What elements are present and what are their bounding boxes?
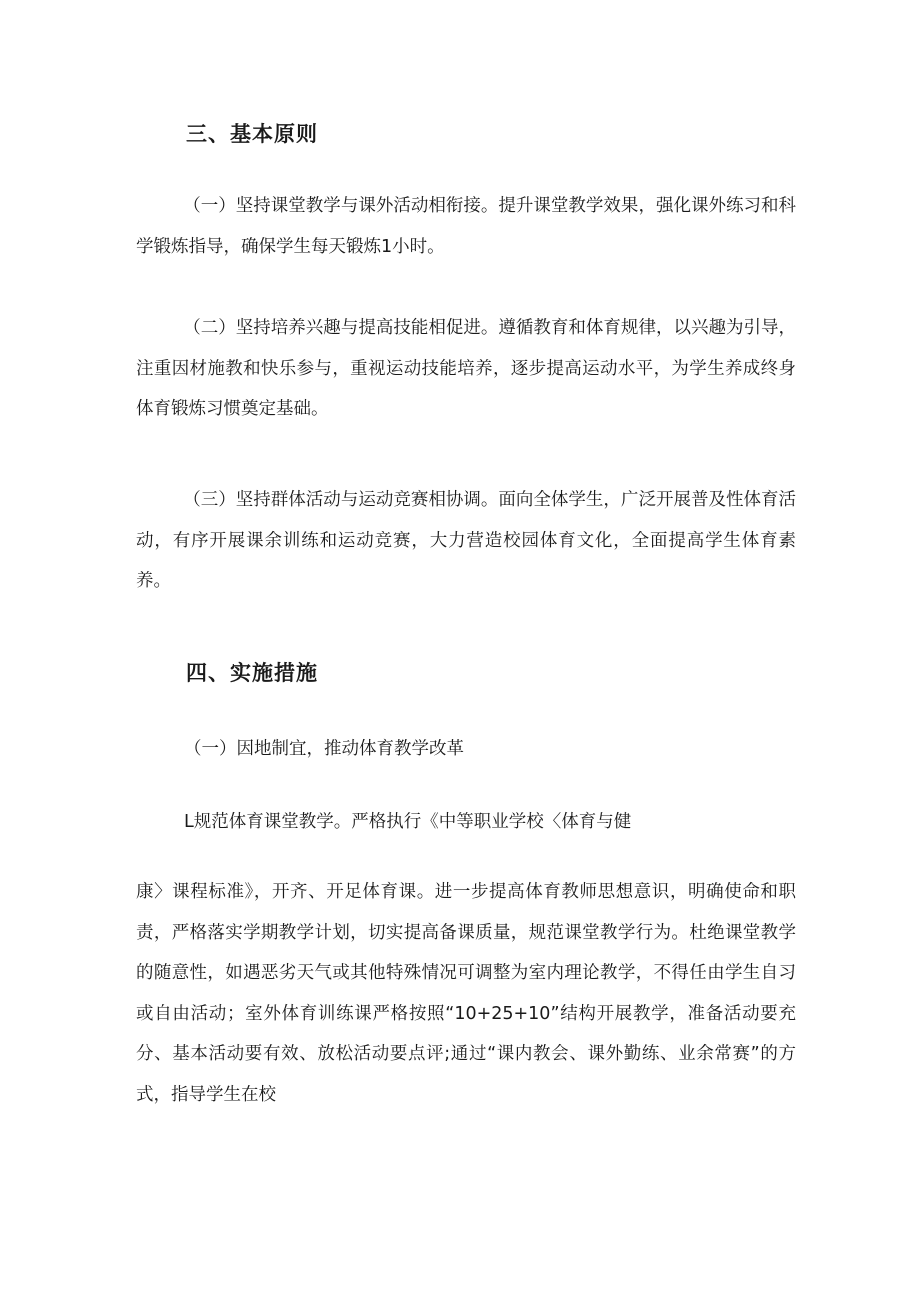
section-3-paragraph-2: （二）坚持培养兴趣与提高技能相促进。遵循教育和体育规律，以兴趣为引导，注重因材施教和快乐参与，重视运动技能培养，逐步提高运动水平，为学生养成终身体育锻炼习惯奠定基础。	[136, 318, 796, 419]
section-4-subheading-1: （一）因地制宜，推动体育教学改革	[184, 739, 464, 759]
section-3-paragraph-3: （三）坚持群体活动与运动竞赛相协调。面向全体学生，广泛开展普及性体育活动，有序开展课余训练和运动竞赛，大力营造校园体育文化，全面提高学生体育素养。	[136, 490, 796, 591]
section-4-item-1-first-line: L规范体育课堂教学。严格执行《中等职业学校〈体育与健	[184, 812, 632, 832]
section-3-heading: 三、基本原则	[186, 122, 318, 146]
section-3-paragraph-1: （一）坚持课堂教学与课外活动相衔接。提升课堂教学效果，强化课外练习和科学锻炼指导，确保学生每天锻炼1小时。	[136, 196, 796, 257]
section-4-item-1-body: 康〉课程标准》，开齐、开足体育课。进一步提高体育教师思想意识，明确使命和职责，严格落实学期教学计划，切实提高备课质量，规范课堂教学行为。杜绝课堂教学的随意性，如遇恶劣天气或其他特殊情况可调整为室内理论教学，不得任由学生自习或自由活动；室外体育训练课严格按照“10+25+10”结构开展教学，准备活动要充分、基本活动要有效、放松活动要点评;通过“课内教会、课外勤练、业余常赛”的方式，指导学生在校	[136, 882, 796, 1105]
section-4-heading: 四、实施措施	[186, 661, 318, 685]
